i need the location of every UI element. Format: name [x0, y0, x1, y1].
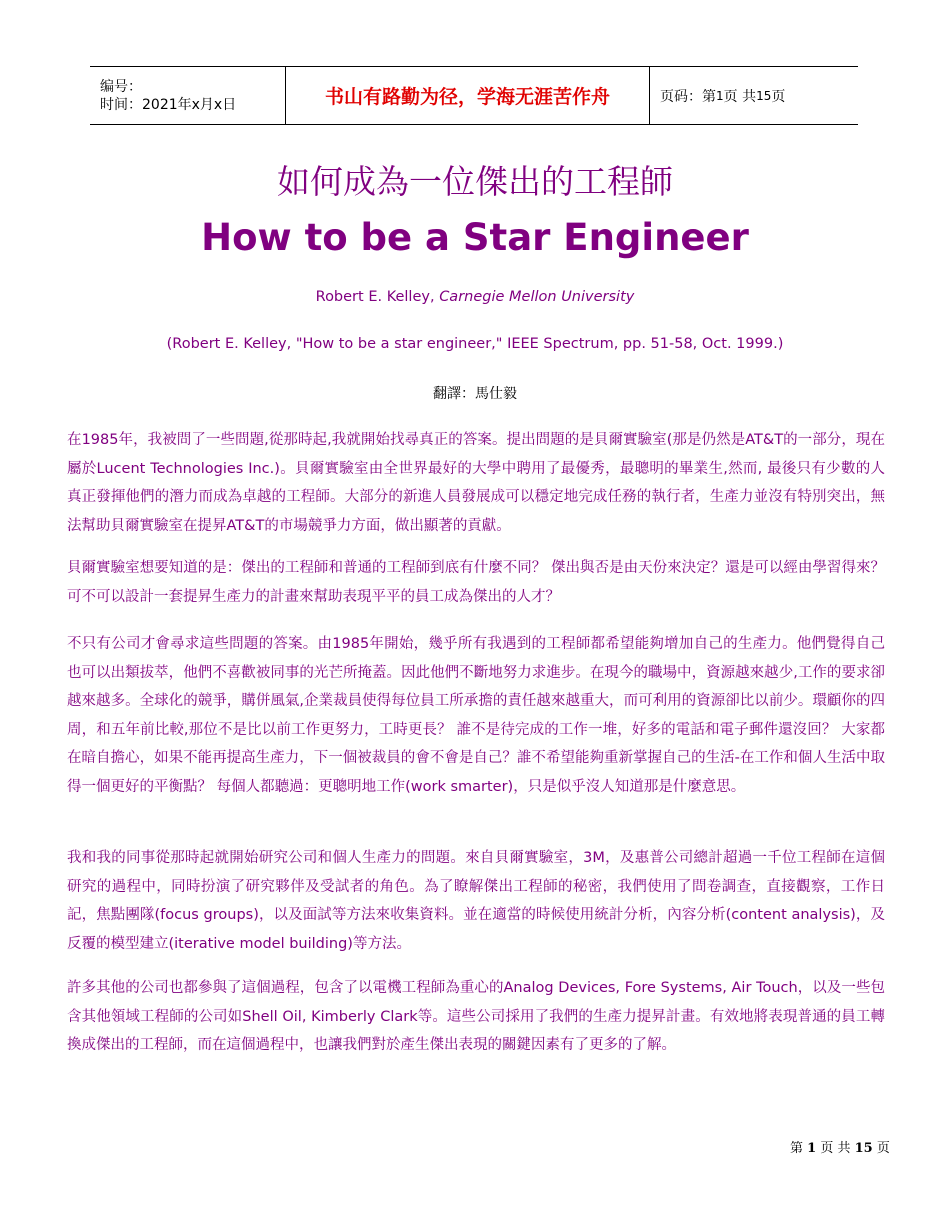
footer-mid: 页 共 — [820, 1141, 851, 1156]
footer-prefix: 第 — [790, 1141, 804, 1156]
citation: (Robert E. Kelley, "How to be a star engineer," IEEE Spectrum, pp. 51-58, Oct. 1999.) — [166, 336, 784, 352]
header-page-prefix: 页码：第 — [660, 88, 716, 105]
body-paragraph-2: 貝爾實驗室想要知道的是：傑出的工程師和普通的工程師到底有什麼不同？ 傑出與否是由天份來決定？還是可以經由學習得來？可不可以設計一套提昇生產力的計畫來幫助表現平平的員工成為傑出的人才？ — [67, 560, 885, 605]
translator-credit: 翻譯：馬仕毅 — [433, 386, 517, 402]
header-time-label: 时间：2021年x月x日 — [100, 96, 237, 113]
header-meta — [90, 67, 286, 124]
body-paragraph-1: 在1985年，我被問了一些問題,從那時起,我就開始找尋真正的答案。提出問題的是貝爾實驗室(那是仍然是AT&T的一部分，現在屬於Lucent Technologies Inc.)。貝爾實驗室由全世界最好的大學中聘用了最優秀，最聰明的畢業生,然而, 最後只有少數的人真正發揮他們的潛力而成為卓越的工程師。大部分的新進人員發展成可以穩定地完成任務的執行者，生產力並沒有特別突出，無法幫助貝爾實驗室在提昇AT&T的市場競爭力方面，做出顯著的貢獻。 — [67, 432, 885, 534]
author-affiliation: Carnegie Mellon University — [439, 289, 635, 305]
header-page-total: 15 — [756, 88, 772, 103]
header-page-counter — [650, 67, 858, 124]
body-paragraph-3: 不只有公司才會尋求這些問題的答案。由1985年開始，幾乎所有我遇到的工程師都希望能夠增加自己的生產力。他們覺得自己也可以出類拔萃，他們不喜歡被同事的光芒所掩蓋。因此他們不斷地努力求進步。在現今的職場中，資源越來越少,工作的要求卻越來越多。全球化的競爭，購併風氣,企業裁員使得每位員工所承擔的責任越來越重大，而可利用的資源卻比以前少。環顧你的四周，和五年前比較,那位不是比以前工作更努力，工時更長？ 誰不是待完成的工作一堆，好多的電話和電子郵件還沒回？ 大家都在暗自擔心，如果不能再提高生產力，下一個被裁員的會不會是自己？誰不希望能夠重新掌握自己的生活-在工作和個人生活中取得一個更好的平衡點？ 每個人都聽過：更聰明地工作(work smarter)，只是似乎沒人知道那是什麼意思。 — [67, 636, 885, 795]
body-paragraph-5: 許多其他的公司也都參與了這個過程，包含了以電機工程師為重心的Analog Devices, Fore Systems, Air Touch，以及一些包含其他領域工程師的公司如Shell Oil, Kimberly Clark等。這些公司採用了我們的生產力提昇計畫。有效地將表現普通的員工轉換成傑出的工程師，而在這個過程中，也讓我們對於產生傑出表現的關鍵因素有了更多的了解。 — [67, 980, 885, 1053]
header-page-suffix: 页 — [771, 88, 786, 105]
page-footer — [790, 1137, 890, 1156]
author-name: Robert E. Kelley, — [315, 289, 440, 305]
footer-suffix: 页 — [876, 1141, 890, 1156]
title-english: How to be a Star Engineer — [201, 216, 749, 259]
header-motto: 书山有路勤为径，学海无涯苦作舟 — [286, 67, 650, 124]
page-header — [90, 66, 858, 125]
header-number-label: 编号： — [100, 78, 142, 95]
footer-page-current: 1 — [807, 1141, 817, 1156]
title-chinese: 如何成為一位傑出的工程師 — [277, 162, 673, 201]
footer-page-total: 15 — [854, 1141, 873, 1156]
header-page-mid: 页 共 — [723, 88, 757, 105]
author-line — [0, 289, 950, 305]
body-paragraph-4: 我和我的同事從那時起就開始研究公司和個人生產力的問題。來自貝爾實驗室，3M，及惠普公司總計超過一千位工程師在這個研究的過程中，同時扮演了研究夥伴及受試者的角色。為了瞭解傑出工程師的秘密，我們使用了問卷調查，直接觀察，工作日記，焦點團隊(focus groups)，以及面試等方法來收集資料。並在適當的時候使用統計分析，內容分析(content analysis)，及反覆的模型建立(iterative model building)等方法。 — [67, 850, 885, 952]
header-page-current: 1 — [716, 88, 724, 103]
